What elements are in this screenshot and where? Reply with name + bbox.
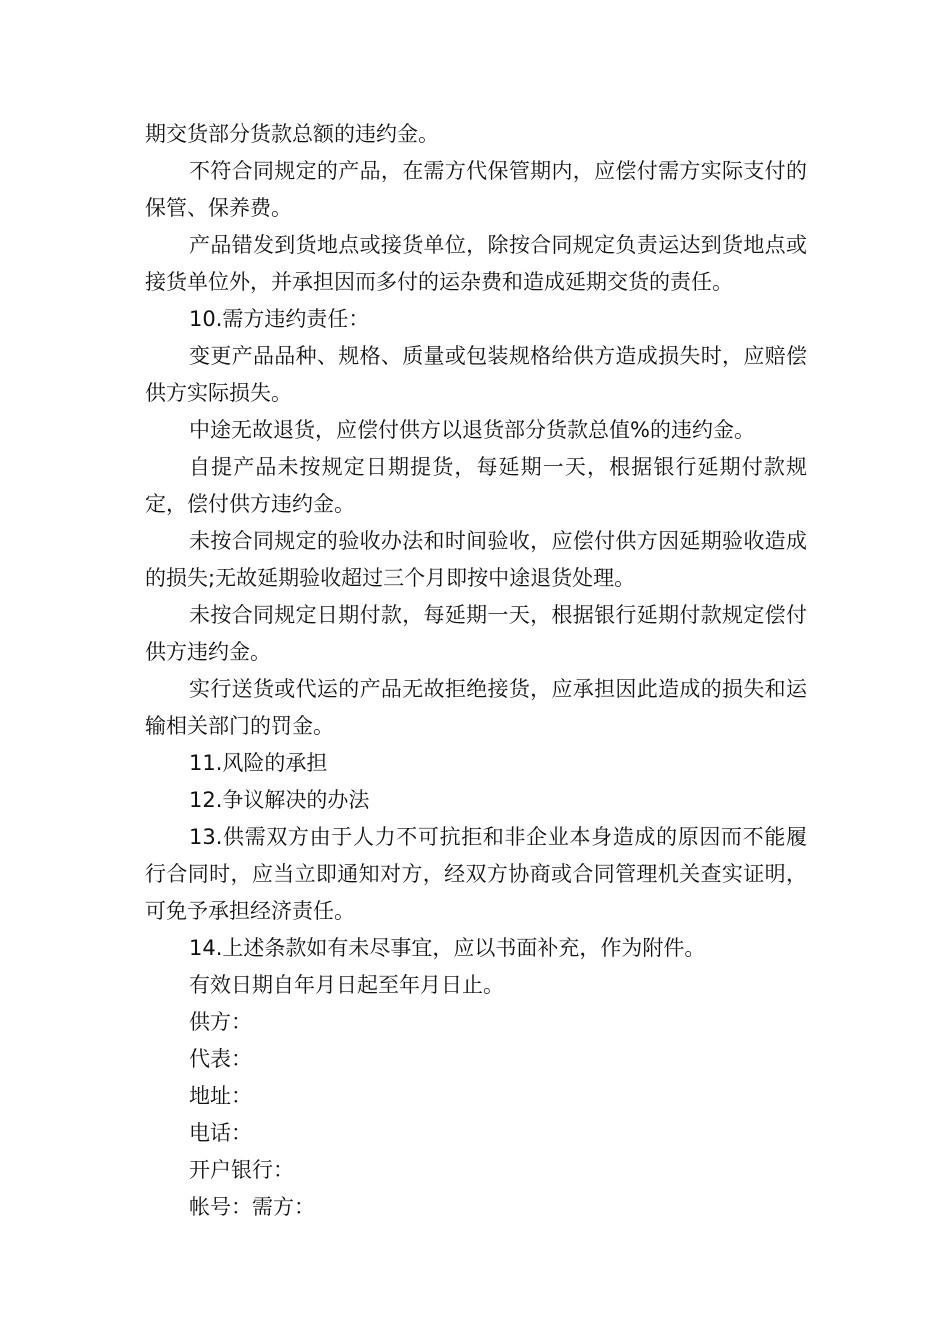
paragraph-misdelivery: 产品错发到货地点或接货单位，除按合同规定负责运达到货地点或接货单位外，并承担因而多付的运杂费和造成延期交货的责任。 <box>145 233 807 294</box>
field-supplier: 供方： <box>189 1010 252 1034</box>
field-account-buyer: 帐号：需方： <box>189 1195 315 1219</box>
paragraph-self-pickup: 自提产品未按规定日期提货，每延期一天，根据银行延期付款规定，偿付供方违约金。 <box>145 455 807 516</box>
contract-body <box>145 116 807 1226</box>
paragraph-penalty-continuation: 期交货部分货款总额的违约金。 <box>145 122 439 146</box>
paragraph-refused-delivery: 实行送货或代运的产品无故拒绝接货，应承担因此造成的损失和运输相关部门的罚金。 <box>145 677 807 738</box>
paragraph-validity-period: 有效日期自年月日起至年月日止。 <box>189 973 504 997</box>
field-address: 地址： <box>189 1084 252 1108</box>
paragraph-return-goods: 中途无故退货，应偿付供方以退货部分货款总值%的违约金。 <box>189 418 755 442</box>
field-phone: 电话： <box>189 1121 252 1145</box>
section-heading-risk: 11.风险的承担 <box>189 751 328 775</box>
section-heading-dispute: 12.争议解决的办法 <box>189 788 370 812</box>
paragraph-supplementary-terms: 14.上述条款如有未尽事宜，应以书面补充，作为附件。 <box>189 936 706 960</box>
paragraph-force-majeure: 13.供需双方由于人力不可抗拒和非企业本身造成的原因而不能履行合同时，应当立即通知对方，经双方协商或合同管理机关查实证明，可免予承担经济责任。 <box>145 825 807 923</box>
field-bank: 开户银行： <box>189 1158 294 1182</box>
paragraph-nonconforming-products: 不符合同规定的产品，在需方代保管期内，应偿付需方实际支付的保管、保养费。 <box>145 159 807 220</box>
section-heading-buyer-liability: 10.需方违约责任： <box>189 307 370 331</box>
paragraph-inspection: 未按合同规定的验收办法和时间验收，应偿付供方因延期验收造成的损失;无故延期验收超过三个月即按中途退货处理。 <box>145 529 807 590</box>
paragraph-late-payment: 未按合同规定日期付款，每延期一天，根据银行延期付款规定偿付供方违约金。 <box>145 603 807 664</box>
field-representative: 代表： <box>189 1047 252 1071</box>
paragraph-product-change: 变更产品品种、规格、质量或包装规格给供方造成损失时，应赔偿供方实际损失。 <box>145 344 807 405</box>
